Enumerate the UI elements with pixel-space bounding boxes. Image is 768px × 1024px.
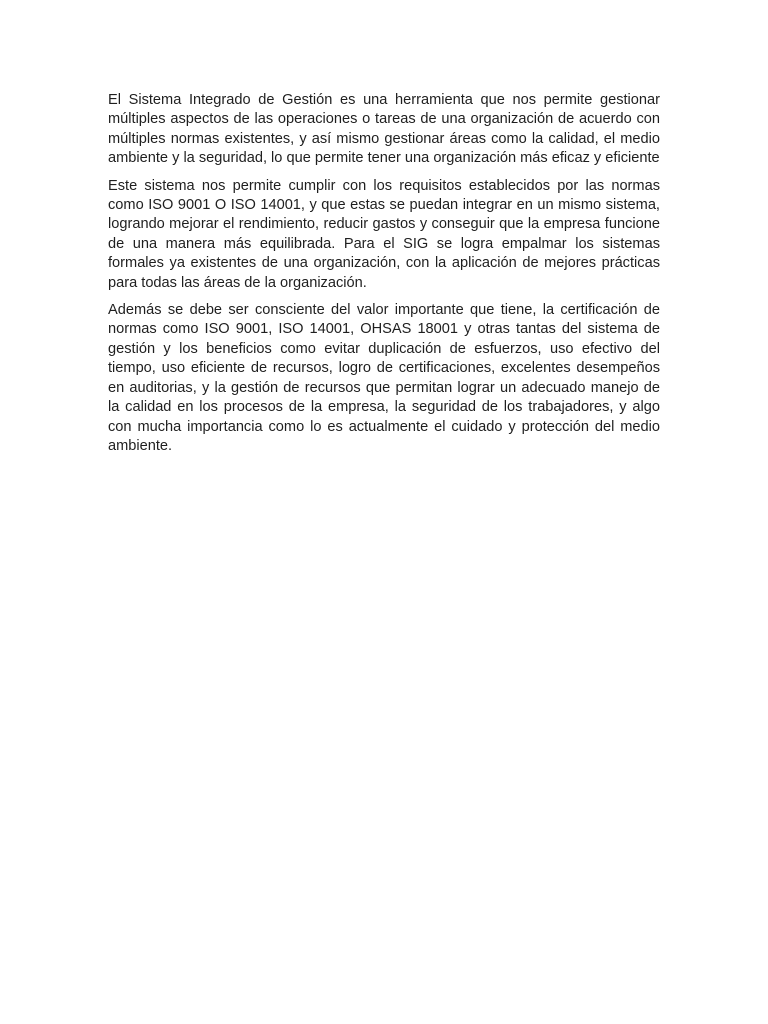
paragraph-2: Este sistema nos permite cumplir con los requisitos establecidos por las normas como ISO 9001 O ISO 14001, y que estas se puedan integrar en un mismo sistema, logrando mejorar el rendimiento, reducir gastos y conseguir que la empresa funcione de una manera más equilibrada. Para el SIG se logra empalmar los sistemas formales ya existentes de una organización, con la aplicación de mejores prácticas para todas las áreas de la organización.	[108, 177, 660, 291]
paragraph-3: Además se debe ser consciente del valor importante que tiene, la certificación de normas como ISO 9001, ISO 14001, OHSAS 18001 y otras tantas del sistema de gestión y los beneficios como evitar duplicación de esfuerzos, uso efectivo del tiempo, uso eficiente de recursos, logro de certificaciones, excelentes desempeños en auditorias, y la gestión de recursos que permitan lograr un adecuado manejo de la calidad en los procesos de la empresa, la seguridad de los trabajadores, y algo con mucha importancia como lo es actualmente el cuidado y protección del medio ambiente.	[108, 302, 660, 454]
document-body	[108, 91, 660, 464]
paragraph-1: El Sistema Integrado de Gestión es una herramienta que nos permite gestionar múltiples aspectos de las operaciones o tareas de una organización de acuerdo con múltiples normas existentes, y así mismo gestionar áreas como la calidad, el medio ambiente y la seguridad, lo que permite tener una organización más eficaz y eficiente	[108, 92, 660, 167]
